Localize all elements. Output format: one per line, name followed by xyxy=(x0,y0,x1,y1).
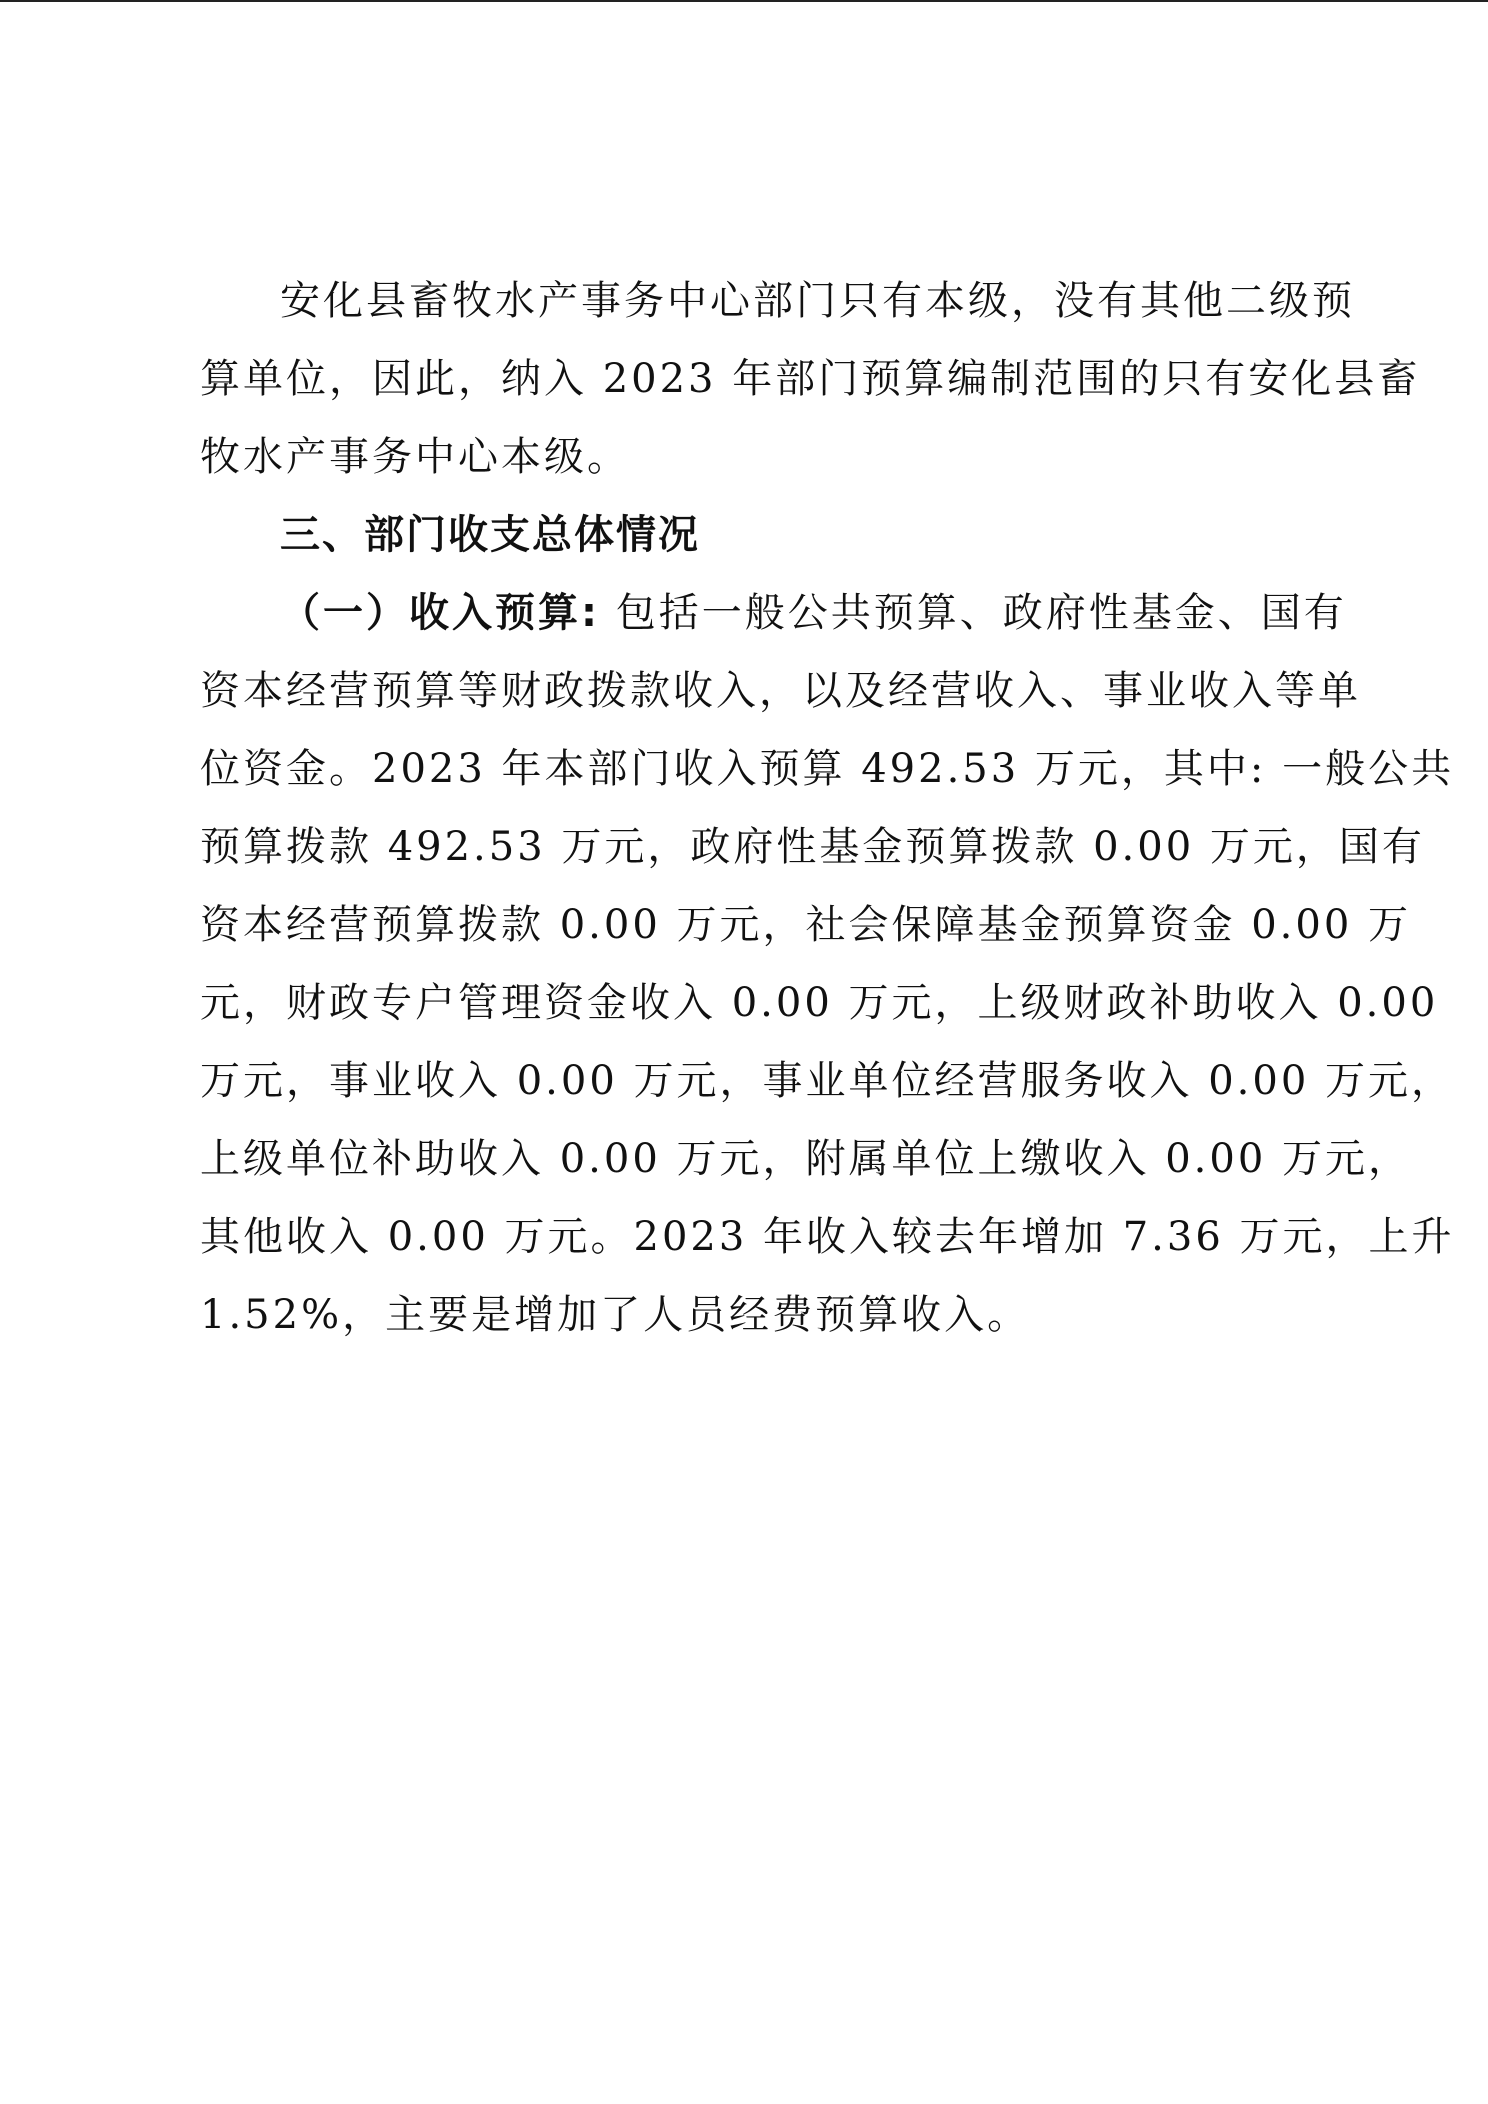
section-heading-3: 三、部门收支总体情况 xyxy=(280,512,700,558)
paragraph-1-line-2: 算单位，因此，纳入 2023 年部门预算编制范围的只有安化县畜 xyxy=(200,356,1421,402)
paragraph-1-line-3: 牧水产事务中心本级。 xyxy=(200,434,630,480)
paragraph-2-line-8: 上级单位补助收入 0.00 万元，附属单位上缴收入 0.00 万元， xyxy=(200,1136,1411,1182)
paragraph-2-line-10: 1.52%，主要是增加了人员经费预算收入。 xyxy=(200,1292,1031,1338)
paragraph-2-line-3: 位资金。2023 年本部门收入预算 492.53 万元，其中: 一般公共 xyxy=(200,746,1455,792)
paragraph-1-line-1: 安化县畜牧水产事务中心部门只有本级，没有其他二级预 xyxy=(280,278,1355,324)
paragraph-2-line-1-text: 包括一般公共预算、政府性基金、国有 xyxy=(615,590,1347,636)
paragraph-2-line-2: 资本经营预算等财政拨款收入，以及经营收入、事业收入等单 xyxy=(200,668,1361,714)
paragraph-2-line-9: 其他收入 0.00 万元。2023 年收入较去年增加 7.36 万元，上升 xyxy=(200,1214,1455,1260)
paragraph-2-line-7: 万元，事业收入 0.00 万元，事业单位经营服务收入 0.00 万元， xyxy=(200,1058,1454,1104)
paragraph-2-line-1 xyxy=(280,574,1347,652)
paragraph-2-line-6: 元，财政专户管理资金收入 0.00 万元，上级财政补助收入 0.00 xyxy=(200,980,1439,1026)
paragraph-2-line-5: 资本经营预算拨款 0.00 万元，社会保障基金预算资金 0.00 万 xyxy=(200,902,1411,948)
income-budget-label: （一）收入预算: xyxy=(280,590,600,636)
paragraph-2-line-4: 预算拨款 492.53 万元，政府性基金预算拨款 0.00 万元，国有 xyxy=(200,824,1425,870)
